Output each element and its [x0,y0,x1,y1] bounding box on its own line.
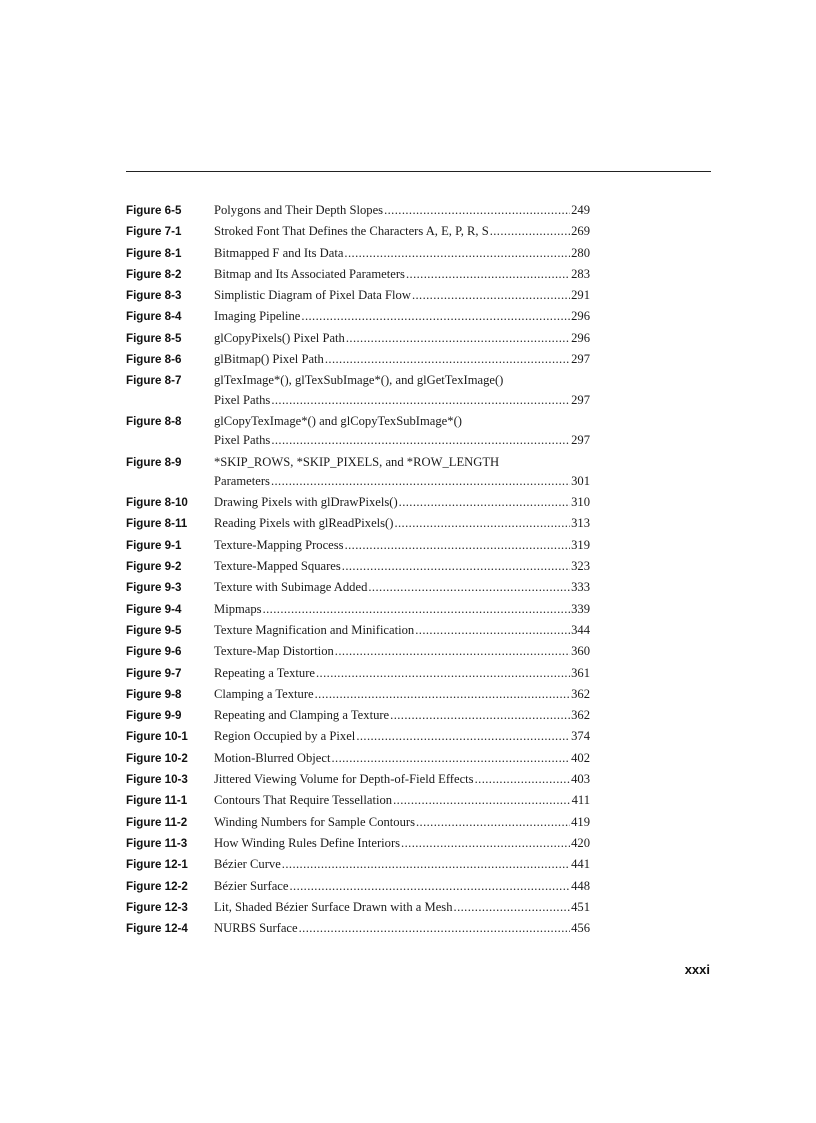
figure-page-number: 296 [571,309,590,324]
dot-leader [412,286,570,305]
figure-label: Figure 8-9 [126,455,182,469]
figure-entry-body [214,536,590,555]
figure-label: Figure 8-10 [126,496,188,510]
figure-page-number: 269 [571,224,590,239]
figure-page-number: 420 [571,835,590,850]
figure-title: Texture-Mapping Process [214,537,344,552]
figure-title: Texture Magnification and Minification [214,622,415,637]
figure-label: Figure 8-2 [126,267,182,281]
figure-entry [126,727,590,746]
figure-title: NURBS Surface [214,921,298,936]
figure-entry-body [214,664,590,683]
figure-page-number: 249 [571,203,590,217]
figure-entry [126,286,590,305]
figure-entry [126,493,590,512]
figure-label: Figure 12-3 [126,900,188,914]
figure-page-number: 301 [571,473,590,488]
figure-label: Figure 12-4 [126,922,188,936]
dot-leader [368,578,570,597]
dot-leader [415,621,570,640]
figure-entry-body [214,286,590,305]
figure-leader-line [214,621,590,640]
dot-leader [316,664,570,683]
figure-entry [126,685,590,704]
figure-title: glBitmap() Pixel Path [214,352,324,367]
figure-title: Pixel Paths [214,392,271,407]
figure-entry-body [214,642,590,661]
figure-leader-line [214,557,590,576]
figure-title: How Winding Rules Define Interiors [214,835,401,850]
figure-leader-line [214,286,590,305]
figure-entry-body [214,307,590,326]
figure-title: Simplistic Diagram of Pixel Data Flow [214,288,411,303]
dot-leader [356,727,570,746]
figure-leader-line [214,664,590,683]
figure-label: Figure 7-1 [126,225,182,239]
figure-leader-line [214,898,590,917]
figure-page-number: 297 [571,392,590,407]
figure-leader-line [214,706,590,725]
figure-leader-line [214,307,590,326]
figure-entry-body [214,877,590,896]
figure-entry-body [214,749,590,768]
figure-entry-body [214,813,590,832]
figure-label: Figure 8-7 [126,374,182,388]
figure-title: Pixel Paths [214,433,271,448]
figure-page-number: 313 [571,516,590,531]
dot-leader [271,391,570,410]
figure-title: Bézier Surface [214,878,289,893]
figure-entry [126,578,590,597]
figure-leader-line [214,536,590,555]
figure-page-number: 360 [571,644,590,659]
figure-leader-line [214,791,590,810]
figure-leader-line [214,578,590,597]
figure-label: Figure 9-5 [126,623,182,637]
dot-leader [490,222,570,241]
figure-entry-body [214,727,590,746]
figure-entry [126,621,590,640]
dot-leader [271,431,570,450]
figure-page-number: 291 [571,288,590,303]
figure-title: Winding Numbers for Sample Contours [214,814,415,829]
figure-entry [126,600,590,619]
figure-title-first-line: glCopyTexImage*() and glCopyTexSubImage*() [214,413,462,428]
figure-title: Motion-Blurred Object [214,750,331,765]
figure-title: Polygons and Their Depth Slopes [214,203,384,217]
figure-label: Figure 9-3 [126,581,182,595]
figure-leader-line [214,350,590,369]
figure-page-number: 339 [571,601,590,616]
figure-entry-body [214,453,590,492]
figure-title: Stroked Font That Defines the Characters A, E, P, R, S [214,224,489,239]
figure-entry [126,222,590,241]
figure-page-number: 361 [571,665,590,680]
figure-leader-line [214,431,590,450]
figure-leader-line [214,201,590,220]
figure-entry [126,201,590,220]
figure-entry-body [214,493,590,512]
dot-leader [289,877,570,896]
figure-title: Parameters [214,473,270,488]
dot-leader [344,244,570,263]
figure-entry [126,329,590,348]
figure-page-number: 451 [571,899,590,914]
figure-entry [126,706,590,725]
figure-label: Figure 8-6 [126,353,182,367]
figure-leader-line [214,834,590,853]
figure-title: Reading Pixels with glReadPixels() [214,516,394,531]
figure-leader-line [214,514,590,533]
figure-entry [126,919,590,938]
figure-title: Repeating a Texture [214,665,315,680]
figure-page-number: 280 [571,245,590,260]
dot-leader [406,265,570,284]
figure-entry-body [214,791,590,810]
figure-entry-body [214,244,590,263]
dot-leader [454,898,571,917]
figure-label: Figure 8-8 [126,414,182,428]
figure-title-first-line: *SKIP_ROWS, *SKIP_PIXELS, and *ROW_LENGTH [214,454,500,469]
figure-label: Figure 9-2 [126,560,182,574]
figure-leader-line [214,600,590,619]
figure-label: Figure 8-11 [126,517,188,531]
figure-leader-line [214,265,590,284]
dot-leader [299,919,571,938]
figure-label: Figure 10-3 [126,773,188,787]
figure-page-number: 411 [571,793,590,808]
figure-label: Figure 11-1 [126,794,188,808]
figure-label: Figure 11-3 [126,836,188,850]
figure-entry-body [214,685,590,704]
figure-entry-body [214,770,590,789]
figure-page-number: 319 [571,537,590,552]
figure-leader-line [214,813,590,832]
figure-title: Contours That Require Tessellation [214,793,393,808]
figure-title: glCopyPixels() Pixel Path [214,330,345,345]
page-number: xxxi [684,962,710,977]
dot-leader [342,557,570,576]
figure-leader-line [214,472,590,491]
figure-leader-line [214,642,590,661]
figure-page-number: 362 [571,708,590,723]
figure-page-number: 441 [571,857,590,872]
dot-leader [394,514,570,533]
figure-label: Figure 12-2 [126,879,188,893]
figure-entry-body [214,600,590,619]
dot-leader [390,706,570,725]
dot-leader [335,642,570,661]
header-rule [126,171,711,172]
figure-page-number: 283 [571,266,590,281]
figure-page-number: 323 [571,559,590,574]
figure-title: Bitmap and Its Associated Parameters [214,266,405,281]
figure-entry-body [214,898,590,917]
figure-label: Figure 9-1 [126,538,182,552]
dot-leader [399,493,570,512]
figure-label: Figure 9-9 [126,709,182,723]
figure-title: Mipmaps [214,601,262,616]
figure-entry [126,664,590,683]
figure-leader-line [214,244,590,263]
dot-leader [282,855,570,874]
figure-entry-body [214,621,590,640]
figure-title: Bézier Curve [214,857,281,872]
figure-page-number: 310 [571,495,590,510]
figure-page-number: 448 [571,878,590,893]
figure-page-number: 297 [571,352,590,367]
dot-leader [315,685,570,704]
figure-page-number: 419 [571,814,590,829]
figure-entry-body [214,919,590,938]
figure-title: Jittered Viewing Volume for Depth-of-Field Effects [214,772,474,787]
figure-page-number: 456 [571,921,590,936]
dot-leader [401,834,570,853]
dot-leader [416,813,570,832]
figure-entry-body [214,329,590,348]
dot-leader [331,749,570,768]
figure-page-number: 344 [571,622,590,637]
figure-entry [126,834,590,853]
figure-entry [126,813,590,832]
figure-entry [126,244,590,263]
figure-entry [126,307,590,326]
figure-label: Figure 10-2 [126,751,188,765]
figure-entry [126,877,590,896]
figure-page-number: 374 [571,729,590,744]
figure-entry [126,536,590,555]
figure-leader-line [214,727,590,746]
figure-leader-line [214,855,590,874]
figure-entry-body [214,557,590,576]
figure-label: Figure 9-6 [126,645,182,659]
figure-entry [126,371,590,410]
figure-page-number: 403 [571,772,590,787]
figure-leader-line [214,222,590,241]
dot-leader [263,600,571,619]
figure-title: Texture-Map Distortion [214,644,334,659]
figure-leader-line [214,770,590,789]
dot-leader [384,201,570,220]
dot-leader [393,791,570,810]
figure-entry [126,350,590,369]
figure-label: Figure 8-1 [126,246,182,260]
figure-title: Clamping a Texture [214,686,314,701]
figure-entry-body [214,201,590,220]
figure-title: Drawing Pixels with glDrawPixels() [214,495,398,510]
figure-entry [126,770,590,789]
figure-leader-line [214,749,590,768]
figure-title: Region Occupied by a Pixel [214,729,356,744]
figure-title: Imaging Pipeline [214,309,301,324]
figure-entry [126,412,590,451]
figure-leader-line [214,685,590,704]
figure-title: Repeating and Clamping a Texture [214,708,390,723]
dot-leader [301,307,570,326]
figure-title: Texture with Subimage Added [214,580,368,595]
dot-leader [346,329,570,348]
figure-entry [126,749,590,768]
figure-entry [126,514,590,533]
figure-entry-body [214,578,590,597]
figure-entry [126,855,590,874]
figure-label: Figure 8-3 [126,289,182,303]
figure-title: Lit, Shaded Bézier Surface Drawn with a Mesh [214,899,453,914]
figure-label: Figure 9-8 [126,687,182,701]
figure-page-number: 333 [571,580,590,595]
figure-entry [126,453,590,492]
figure-leader-line [214,391,590,410]
figure-label: Figure 8-4 [126,310,182,324]
figure-entry-body [214,350,590,369]
figure-entry [126,642,590,661]
figure-leader-line [214,493,590,512]
figure-entry [126,791,590,810]
figure-leader-line [214,877,590,896]
figure-title-first-line: glTexImage*(), glTexSubImage*(), and glGetTexImage() [214,373,504,388]
figure-label: Figure 6-5 [126,204,182,217]
figure-entry-body [214,706,590,725]
figure-leader-line [214,329,590,348]
figure-label: Figure 11-2 [126,815,188,829]
dot-leader [345,536,571,555]
figure-entry [126,898,590,917]
figure-entry-body [214,855,590,874]
figure-entry-body [214,265,590,284]
figure-label: Figure 10-1 [126,730,188,744]
dot-leader [325,350,570,369]
figure-label: Figure 9-7 [126,666,182,680]
figure-page-number: 362 [571,686,590,701]
figure-title: Bitmapped F and Its Data [214,245,344,260]
figure-page-number: 402 [571,750,590,765]
figure-entry-body [214,412,590,451]
figure-entry-body [214,371,590,410]
figure-label: Figure 8-5 [126,331,182,345]
figure-entry-body [214,222,590,241]
figure-page-number: 296 [571,330,590,345]
dot-leader [271,472,570,491]
figure-entry-body [214,514,590,533]
figure-entry-body [214,834,590,853]
figure-page-number: 297 [571,433,590,448]
figure-label: Figure 12-1 [126,858,188,872]
figure-entry [126,265,590,284]
dot-leader [475,770,571,789]
figure-label: Figure 9-4 [126,602,182,616]
figure-leader-line [214,919,590,938]
figure-entry [126,557,590,576]
figure-title: Texture-Mapped Squares [214,559,341,574]
list-of-figures [126,201,590,940]
